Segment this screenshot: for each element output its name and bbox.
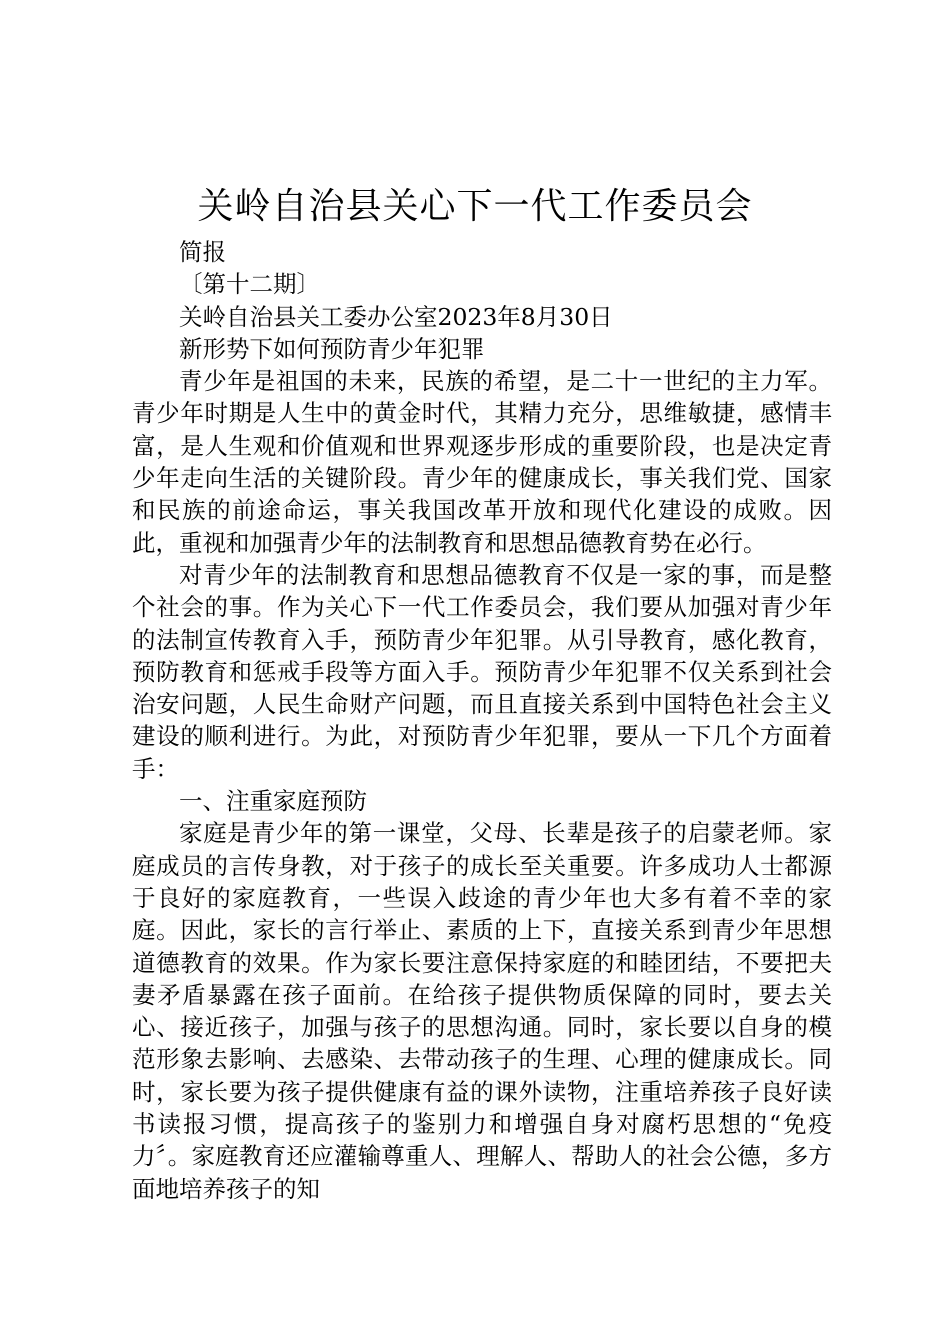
paragraph: 家庭是青少年的第一课堂，父母、长辈是孩子的启蒙老师。家庭成员的言传身教，对于孩子的成长至关重要。许多成功人士都源于良好的家庭教育，一些误入歧途的青少年也大多有着不幸的家庭。因此，家长的言行举止、素质的上下，直接关系到青少年思想道德教育的效果。作为家长要注意保持家庭的和睦团结，不要把夫妻矛盾暴露在孩子面前。在给孩子提供物质保障的同时，要去关心、接近孩子，加强与孩子的思想沟通。同时，家长要以自身的模范形象去影响、去感染、去带动孩子的生理、心理的健康成长。同时，家长要为孩子提供健康有益的课外读物，注重培养孩子良好读书读报习惯，提高孩子的鉴别力和增强自身对腐朽思想的“免疫力〞。家庭教育还应灌输尊重人、理解人、帮助人的社会公德，多方面地培养孩子的知 xyxy=(132,819,832,1203)
document-body xyxy=(132,236,832,1205)
paragraph: 青少年是祖国的未来，民族的希望，是二十一世纪的主力军。青少年时期是人生中的黄金时代，其精力充分，思维敏捷，感情丰富，是人生观和价值观和世界观逐步形成的重要阶段，也是决定青少年走向生活的关键阶段。青少年的健康成长，事关我们党、国家和民族的前途命运，事关我国改革开放和现代化建设的成败。因此，重视和加强青少年的法制教育和思想品德教育势在必行。 xyxy=(132,367,832,557)
issue-number: 〔第十二期〕 xyxy=(179,270,320,299)
paragraph: 对青少年的法制教育和思想品德教育不仅是一家的事，而是整个社会的事。作为关心下一代工作委员会，我们要从加强对青少年的法制宣传教育入手，预防青少年犯罪。从引导教育，感化教育，预防教育和惩戒手段等方面入手。预防青少年犯罪不仅关系到社会治安问题，人民生命财产问题，而且直接关系到中国特色社会主义建设的顺利进行。为此，对预防青少年犯罪，要从一下几个方面着手： xyxy=(132,560,832,783)
document-title: 关岭自治县关心下一代工作委员会 xyxy=(197,186,753,227)
issuer-and-date: 关岭自治县关工委办公室2023年8月30日 xyxy=(179,302,613,331)
article-title: 新形势下如何预防青少年犯罪 xyxy=(179,334,485,363)
bulletin-label: 简报 xyxy=(179,238,226,266)
section-heading: 一、注重家庭预防 xyxy=(179,787,367,816)
